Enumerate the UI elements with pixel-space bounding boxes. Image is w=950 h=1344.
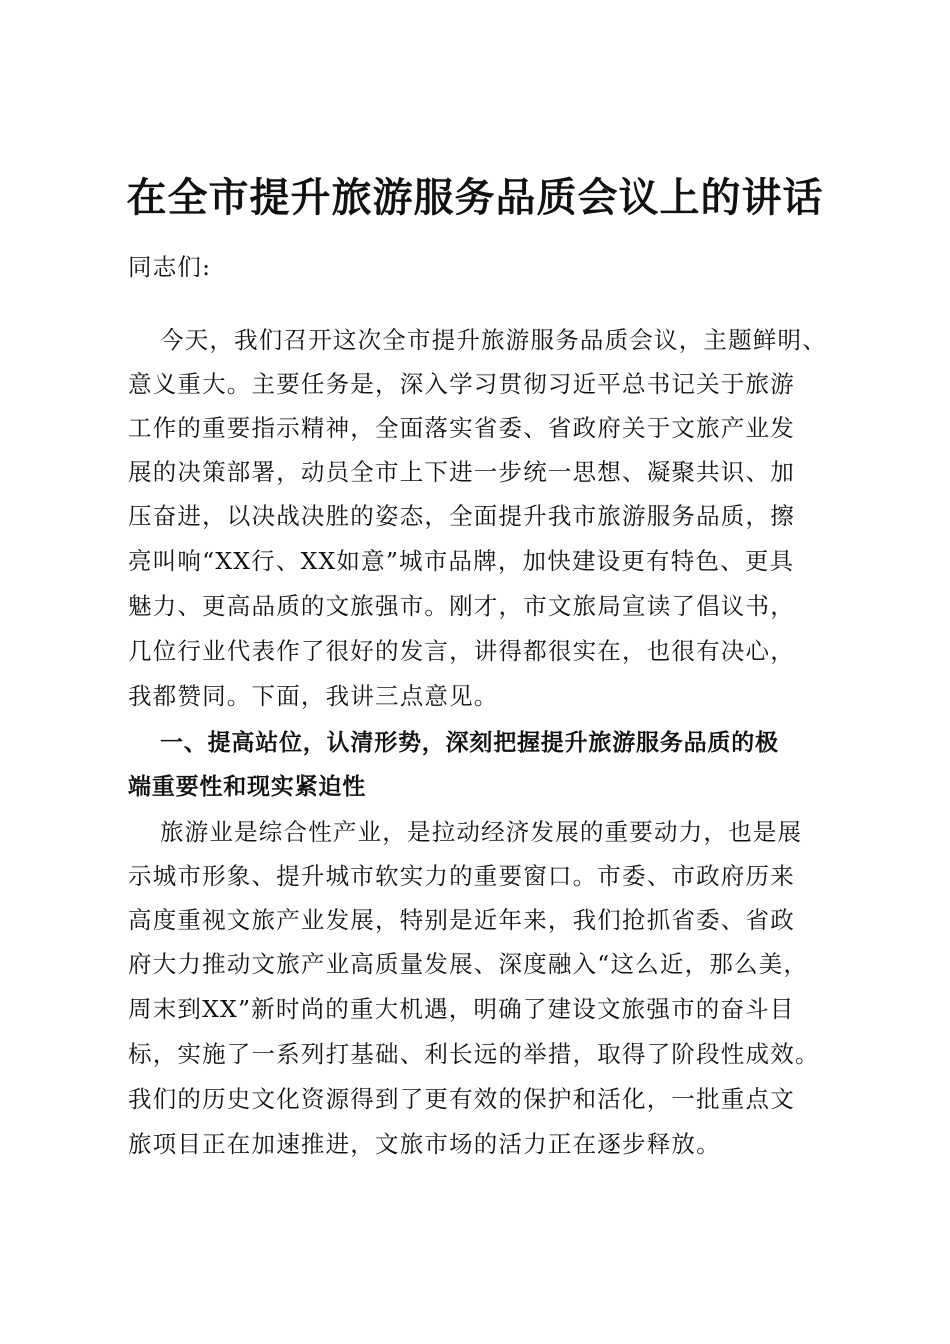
intro-line: 魅力、更高品质的文旅强市。刚才，市文旅局宣读了倡议书，	[128, 592, 795, 620]
section-heading-line: 端重要性和现实紧迫性	[128, 774, 366, 800]
section-heading-line: 一、提高站位，认清形势，深刻把握提升旅游服务品质的极	[160, 730, 779, 756]
intro-line: 我都赞同。下面，我讲三点意见。	[128, 682, 499, 710]
body-line: 高度重视文旅产业发展，特别是近年来，我们抢抓省委、省政	[128, 906, 795, 934]
body-line: 示城市形象、提升城市软实力的重要窗口。市委、市政府历来	[128, 862, 795, 890]
intro-line: 展的决策部署，动员全市上下进一步统一思想、凝聚共识、加	[128, 458, 795, 486]
salutation: 同志们:	[128, 253, 212, 281]
body-line: 周末到XX”新时尚的重大机遇，明确了建设文旅强市的奋斗目	[128, 995, 795, 1023]
body-line: 我们的历史文化资源得到了更有效的保护和活化，一批重点文	[128, 1085, 795, 1113]
intro-line: 压奋进，以决战决胜的姿态，全面提升我市旅游服务品质，擦	[128, 502, 795, 530]
intro-line: 意义重大。主要任务是，深入学习贯彻习近平总书记关于旅游	[128, 370, 795, 398]
intro-line: 工作的重要指示精神，全面落实省委、省政府关于文旅产业发	[128, 414, 795, 442]
body-line: 旅游业是综合性产业，是拉动经济发展的重要动力，也是展	[160, 818, 803, 846]
document-title: 在全市提升旅游服务品质会议上的讲话	[126, 175, 824, 221]
intro-line: 几位行业代表作了很好的发言，讲得都很实在，也很有决心，	[128, 637, 795, 665]
intro-line: 亮叫响“XX行、XX如意”城市品牌，加快建设更有特色、更具	[128, 547, 795, 575]
body-line: 府大力推动文旅产业高质量发展、深度融入“这么近，那么美，	[128, 950, 809, 978]
intro-line: 今天，我们召开这次全市提升旅游服务品质会议，主题鲜明、	[160, 326, 827, 354]
body-line: 旅项目正在加速推进，文旅市场的活力正在逐步释放。	[128, 1130, 721, 1158]
body-line: 标，实施了一系列打基础、利长远的举措，取得了阶段性成效。	[128, 1040, 820, 1068]
